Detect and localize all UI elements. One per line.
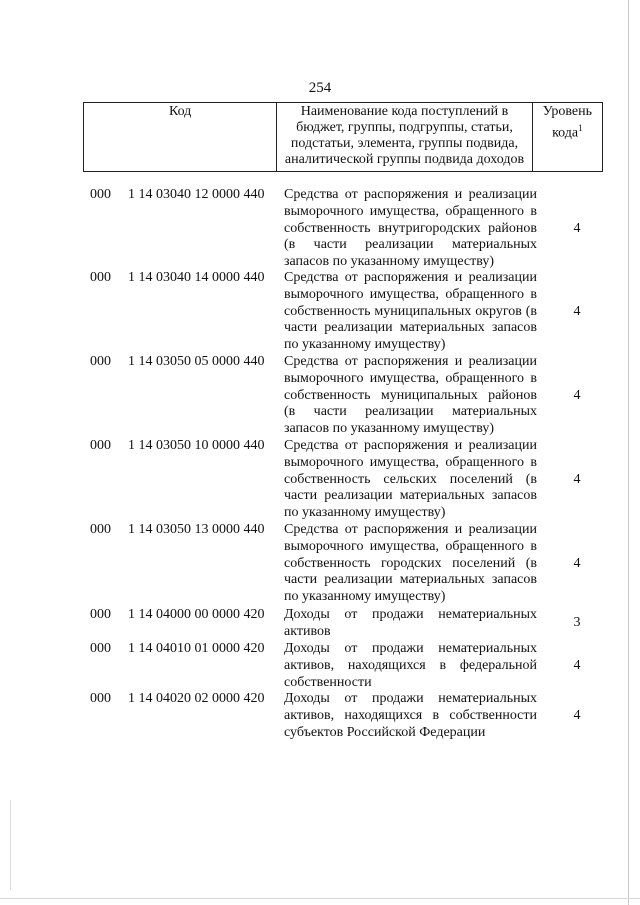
table-row (0, 691, 640, 743)
table-body (0, 187, 640, 743)
scan-edge-left (10, 800, 11, 890)
code-level: 4 (573, 658, 581, 673)
table-row (0, 270, 640, 354)
code-level: 4 (573, 304, 581, 319)
revenue-name: Доходы от продажи нематериальных активов (284, 607, 537, 639)
header-name: Наименование кода поступлений в бюджет, группы, подгруппы, статьи, подстатьи, элемента, группы подвида, аналитической группы подвида доходов (277, 103, 532, 172)
revenue-code: 1 14 03050 05 0000 440 (128, 354, 265, 369)
admin-code: 000 (90, 522, 111, 537)
revenue-name: Доходы от продажи нематериальных активов, находящихся в собственности субъектов Российской Федерации (284, 691, 537, 740)
revenue-code: 1 14 03040 12 0000 440 (128, 187, 265, 202)
admin-code: 000 (90, 270, 111, 285)
code-level: 4 (573, 708, 581, 723)
revenue-name: Доходы от продажи нематериальных активов, находящихся в федеральной собственности (284, 641, 537, 690)
table-row (0, 354, 640, 438)
revenue-code: 1 14 03050 13 0000 440 (128, 522, 265, 537)
scan-edge-bottom (0, 898, 640, 899)
admin-code: 000 (90, 641, 111, 656)
revenue-code: 1 14 04000 00 0000 420 (128, 607, 265, 622)
header-level-label: Уровень кода (542, 104, 593, 141)
code-level: 4 (573, 221, 581, 236)
revenue-name: Средства от распоряжения и реализации выморочного имущества, обращенного в собственность муниципальных округов (в части реализации материальных запасов по указанному имуществу) (284, 270, 537, 353)
admin-code: 000 (90, 438, 111, 453)
table-row (0, 607, 640, 641)
scan-edge-right (628, 0, 629, 905)
code-level: 4 (573, 556, 581, 571)
code-level: 3 (573, 615, 581, 630)
revenue-name: Средства от распоряжения и реализации выморочного имущества, обращенного в собственность внутригородских районов (в части реализации материальных запасов по указанному имуществу) (284, 187, 537, 270)
code-level: 4 (573, 472, 581, 487)
revenue-name: Средства от распоряжения и реализации выморочного имущества, обращенного в собственность сельских поселений (в части реализации материальных запасов по указанному имуществу) (284, 438, 537, 521)
admin-code: 000 (90, 354, 111, 369)
revenue-name: Средства от распоряжения и реализации выморочного имущества, обращенного в собственность городских поселений (в части реализации материальных запасов по указанному имуществу) (284, 522, 537, 605)
admin-code: 000 (90, 691, 111, 706)
header-code: Код (84, 103, 277, 172)
admin-code: 000 (90, 187, 111, 202)
table-row (0, 187, 640, 270)
revenue-code: 1 14 03040 14 0000 440 (128, 270, 265, 285)
header-level (532, 103, 602, 172)
revenue-code: 1 14 04020 02 0000 420 (128, 691, 265, 706)
admin-code: 000 (90, 607, 111, 622)
table-row (0, 522, 640, 607)
table-header (83, 102, 603, 172)
code-level: 4 (573, 388, 581, 403)
revenue-code: 1 14 04010 01 0000 420 (128, 641, 265, 656)
revenue-code: 1 14 03050 10 0000 440 (128, 438, 265, 453)
table-row (0, 641, 640, 691)
table-row (0, 438, 640, 522)
revenue-name: Средства от распоряжения и реализации выморочного имущества, обращенного в собственность муниципальных районов (в части реализации материальных запасов по указанному имуществу) (284, 354, 537, 437)
footnote-marker: 1 (578, 123, 583, 133)
page-number: 254 (308, 80, 332, 96)
